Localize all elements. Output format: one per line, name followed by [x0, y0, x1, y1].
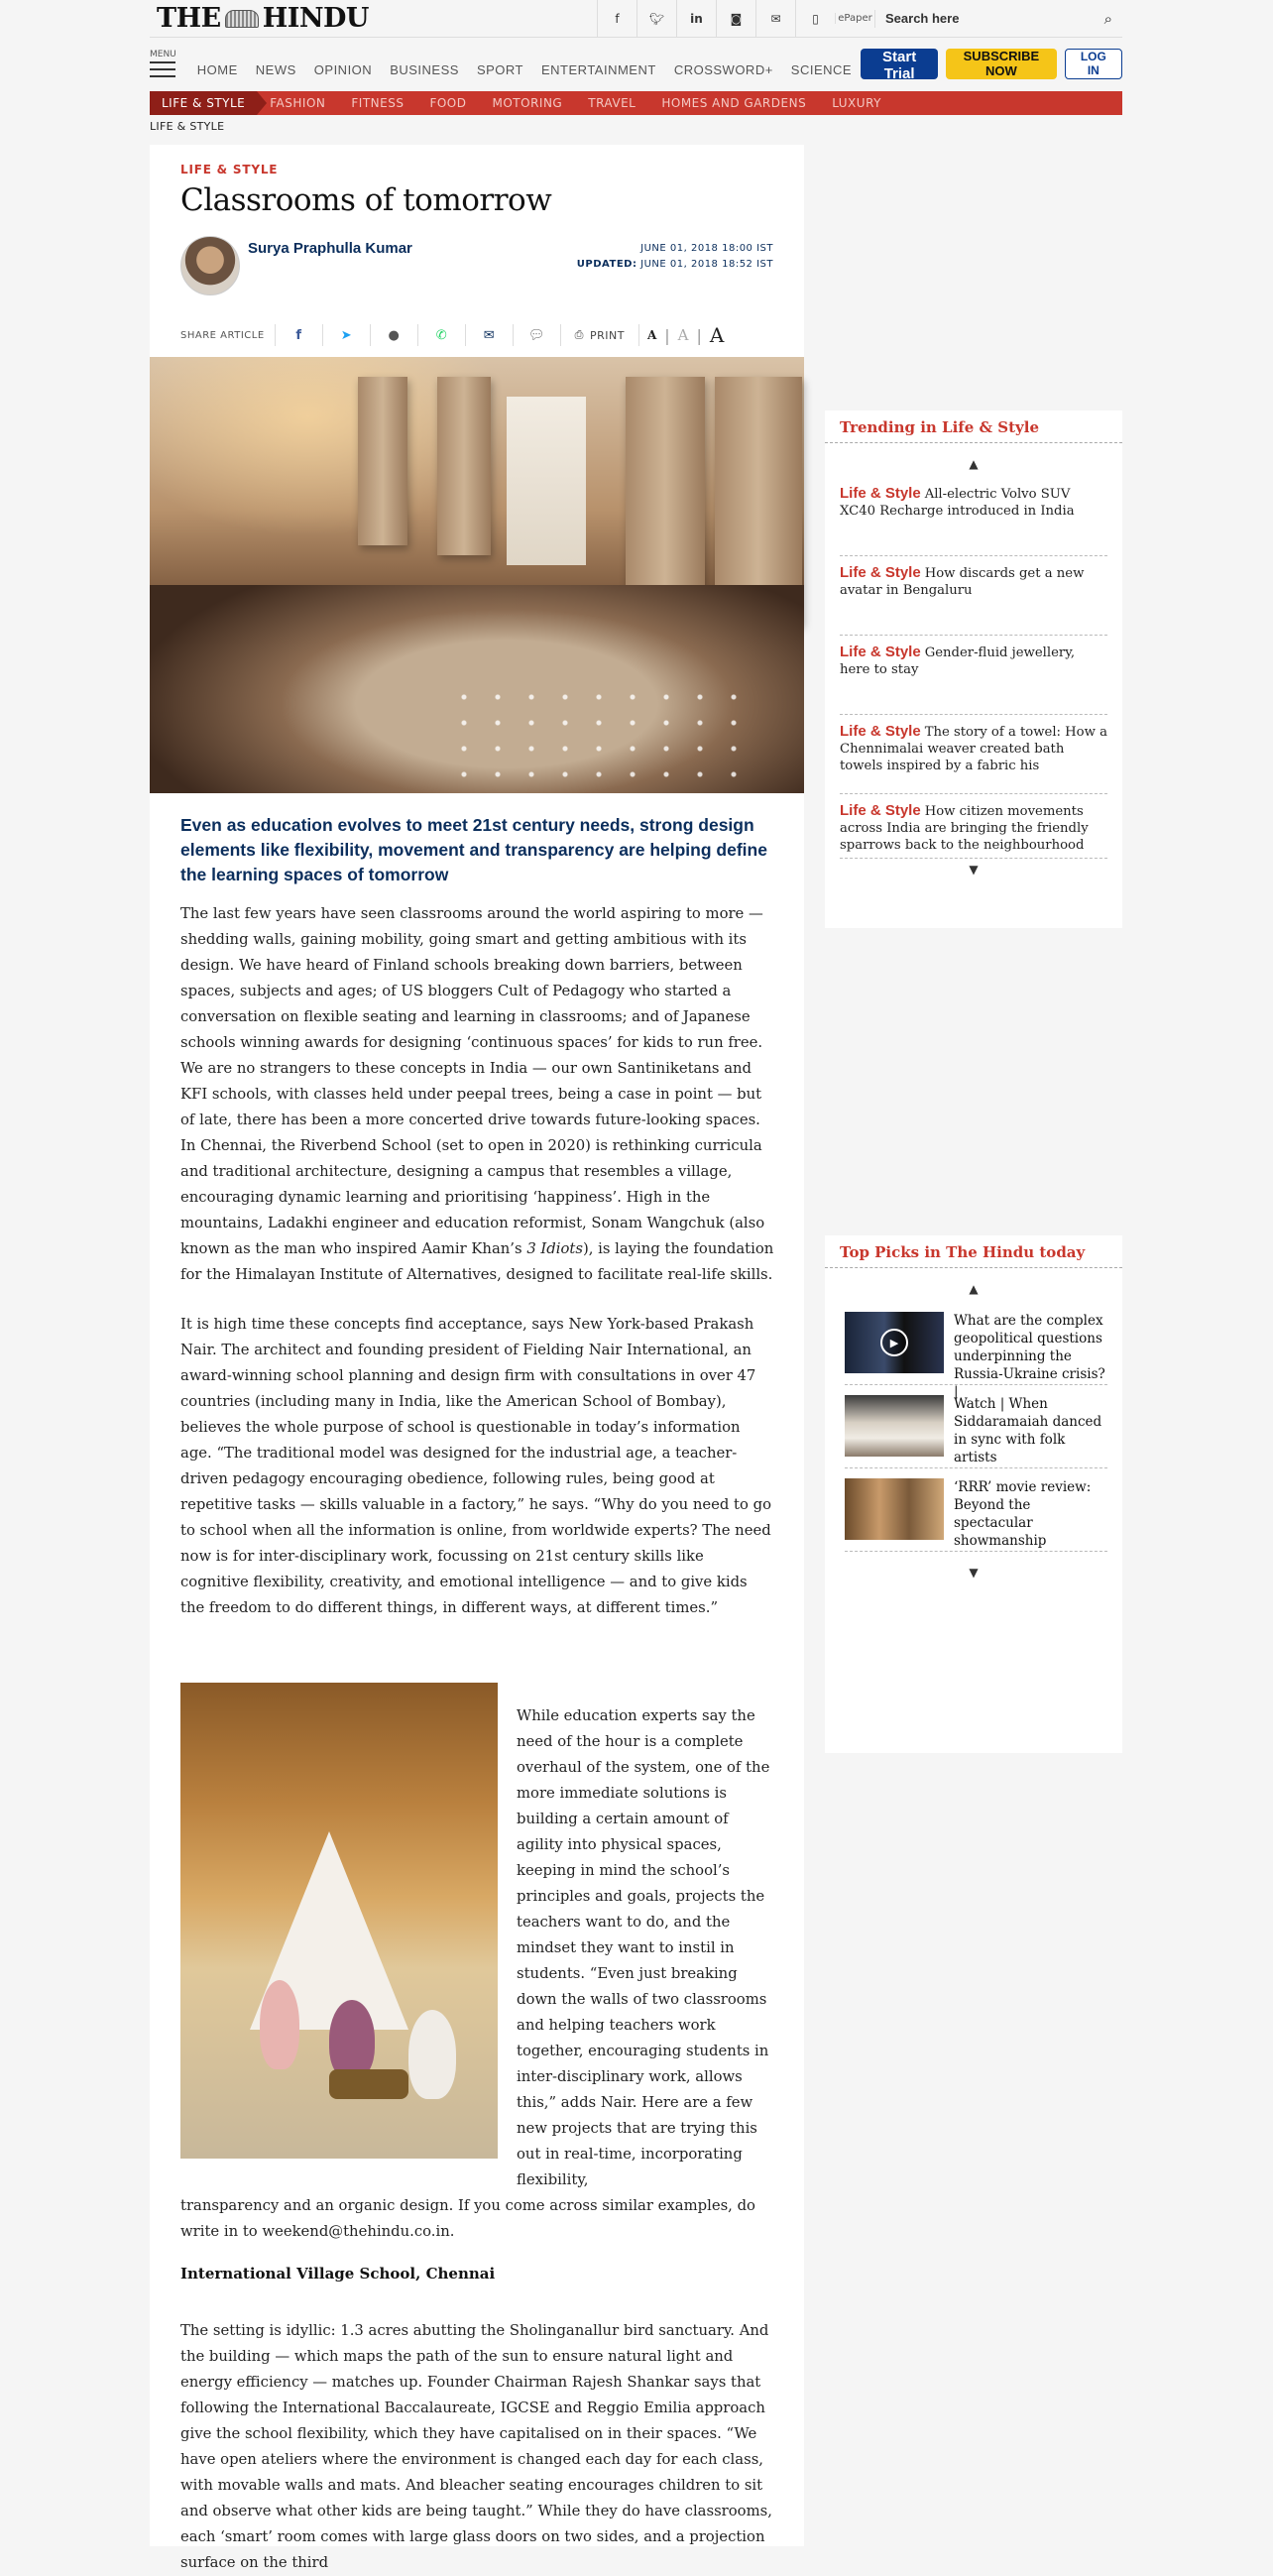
updated-label: UPDATED:	[576, 259, 637, 270]
print-label: PRINT	[589, 328, 625, 342]
paragraph-2: It is high time these concepts find acceptance, says New York-based Prakash Nair. The architect and founding president of Fielding Nair International, an award-winning school planning and design firm with consultations in over 47 countries (including many in India, like the American School of Bombay), believes the whole purpose of school is questionable in today’s information age. “The traditional model was designed for the industrial age, a teacher-driven pedagogy encouraging obedience, following rules, being good at repetitive tasks — skills valuable in a factory,” he says. “Why do you need to go to school when all the information is online, from worldwide experts? The need now is for inter-disciplinary work, focussing on 21st century skills like cognitive flexibility, creativity, and emotional intelligence — and to give kids the freedom to do different things, in different ways, at different times.”	[180, 1316, 772, 1616]
nav-links	[188, 51, 861, 77]
start-trial-button[interactable]: Start Trial	[861, 49, 938, 79]
article-dates	[577, 241, 773, 273]
updated-date: JUNE 01, 2018 18:52 IST	[640, 259, 773, 270]
hero-panel	[358, 377, 407, 545]
printer-icon: ⎙	[574, 328, 584, 341]
section-food[interactable]: FOOD	[429, 96, 467, 110]
paragraph-4: The setting is idyllic: 1.3 acres abutting the Sholinganallur bird sanctuary. And the building — which maps the path of the sun to ensure natural light and energy efficiency — matches up. Founder Chairman Rajesh Shankar says that following the International Baccalaureate, IGCSE and Reggio Emilia approach give the school flexibility, which they have capitalised on in their spaces. “We have open ateliers where the environment is changed each day for each class, with movable walls and mats. And bleacher seating encourages children to sit and observe what other kids are being taught.” While they do have classrooms, each ‘smart’ room comes with large glass doors on two sides, and a projection surface on the third	[180, 2322, 772, 2571]
nav-home[interactable]: HOME	[196, 61, 238, 77]
trending-title: Trending in Life & Style	[825, 410, 1122, 443]
item-text: Gender-fluid jewellery, here to stay	[840, 645, 1076, 677]
nav-sport[interactable]: SPORT	[476, 61, 523, 77]
thumbnail	[845, 1478, 944, 1540]
paragraph-1-text: The last few years have seen classrooms around the world aspiring to more — shedding walls, gaining mobility, going smart and getting ambitious with its design. We have heard of Finland schools breaking down barriers, between spaces, subjects and ages; of US bloggers Cult of Pedagogy who started a conversation on flexible seating and learning in classrooms; and of Japanese schools winning awards for designing ‘continuous spaces’ for kids to run free. We are no strangers to these concepts in India — our own Santiniketans and KFI schools, with classes held under peepal trees, being a case in point — but of late, there has been a more concerted drive towards future-looking spaces. In Chennai, the Riverbend School (set to open in 2020) is rethinking curricula and traditional architecture, designing a campus that resembles a village, encouraging dynamic learning and prioritising ‘happiness’. High in the mountains, Ladakhi engineer and education reformist, Sonam Wangchuk (also known as the man who inspired Aamir Khan’s	[180, 905, 765, 1257]
share-label: SHARE ARTICLE	[180, 329, 265, 341]
paragraph-3-continued: transparency and an organic design. If you come across similar examples, do write in to weekend@thehindu.co.in.	[180, 2197, 755, 2240]
item-tag: Life & Style	[840, 802, 921, 819]
item-tag: Life & Style	[840, 485, 921, 502]
list-item[interactable]	[840, 636, 1107, 715]
breadcrumb[interactable]: LIFE & STYLE	[150, 120, 225, 133]
item-tag: Life & Style	[840, 644, 921, 660]
hero-window	[507, 397, 586, 565]
font-divider: |	[696, 325, 702, 345]
item-tag: Life & Style	[840, 564, 921, 581]
list-item[interactable]	[845, 1385, 1107, 1468]
share-whatsapp-icon[interactable]: ✆	[417, 324, 465, 346]
section-luxury[interactable]: LUXURY	[832, 96, 881, 110]
item-text: The story of a towel: How a Chennimalai weaver created bath towels inspired by a fabric his	[840, 725, 1107, 773]
share-bar	[180, 321, 773, 349]
scroll-down-icon[interactable]: ▼	[840, 858, 1107, 882]
linkedin-icon[interactable]: in	[676, 0, 716, 38]
top-picks-title: Top Picks in The Hindu today	[825, 1235, 1122, 1268]
hero-image	[150, 357, 804, 793]
share-mail-icon[interactable]: ✉	[465, 324, 513, 346]
list-item[interactable]	[840, 715, 1107, 794]
author-name[interactable]: Surya Praphulla Kumar	[248, 240, 412, 257]
nav-opinion[interactable]: OPINION	[313, 61, 373, 77]
hero-panel	[626, 377, 705, 605]
share-reddit-icon[interactable]: ●	[370, 324, 417, 346]
font-size-large[interactable]: A	[709, 323, 725, 347]
paragraph-1	[180, 901, 775, 1288]
paragraph-3: While education experts say the need of the hour is a complete overhaul of the system, one of the more immediate solutions is building a certain amount of agility into physical spaces, keeping in mind the school’s principles and goals, projects the teachers want to do, and the mindset they want to instil in students. “Even just breaking down the walls of two classrooms and helping teachers work together, encouraging students in inter-disciplinary work, allows this,” adds Nair. Here are a few new projects that are trying this out in real-time, incorporating flexibility,	[517, 1707, 770, 2188]
thumbnail	[845, 1395, 944, 1457]
avatar	[180, 236, 240, 295]
top-picks-box	[825, 1235, 1122, 1753]
list-item[interactable]	[845, 1468, 1107, 1552]
mobile-icon[interactable]: ▯	[795, 0, 835, 38]
top-bar	[150, 0, 1122, 38]
logo-text-the: THE	[157, 3, 221, 34]
logo-text-hindu: HINDU	[262, 3, 369, 34]
child-figure	[260, 1980, 299, 2069]
nav-science[interactable]: SCIENCE	[790, 61, 853, 77]
basket-shape	[329, 2069, 408, 2099]
subheading: International Village School, Chennai	[180, 2265, 496, 2283]
paragraph-1-end: ), is laying the foundation for the Himalayan Institute of Alternatives, designed to facilitate real-life skills.	[180, 1240, 774, 1283]
nav-crossword[interactable]: CROSSWORD+	[673, 61, 773, 77]
standfirst: Even as education evolves to meet 21st century needs, strong design elements like flexibility, movement and transparency are helping define the learning spaces of tomorrow	[180, 815, 767, 884]
share-twitter-icon[interactable]: ➤	[322, 324, 370, 346]
share-facebook-icon[interactable]: f	[275, 324, 322, 346]
child-figure	[408, 2010, 456, 2099]
login-button[interactable]: LOG IN	[1065, 49, 1122, 79]
font-size-small[interactable]: A	[646, 328, 657, 342]
section-homes-gardens[interactable]: HOMES AND GARDENS	[661, 96, 807, 110]
instagram-icon[interactable]: ◙	[716, 0, 755, 38]
twitter-icon[interactable]: 🐦︎	[636, 0, 676, 38]
hero-panel	[437, 377, 491, 555]
section-bar	[150, 91, 1122, 115]
scroll-up-icon[interactable]: ▲	[969, 1282, 979, 1296]
subscribe-button[interactable]: SUBSCRIBE NOW	[946, 49, 1057, 79]
list-item[interactable]	[840, 556, 1107, 636]
facebook-icon[interactable]: f	[597, 0, 636, 38]
item-text: How citizen movements across India are bringing the friendly sparrows back to the neighbourhood	[840, 804, 1089, 853]
comment-icon[interactable]: 💬︎	[513, 324, 560, 346]
mail-icon[interactable]: ✉	[755, 0, 795, 38]
item-text: ‘RRR’ movie review: Beyond the spectacular showmanship	[954, 1479, 1092, 1549]
emblem-icon	[225, 10, 259, 28]
section-travel[interactable]: TRAVEL	[588, 96, 636, 110]
page-title: Classrooms of tomorrow	[180, 182, 552, 218]
item-text: How discards get a new avatar in Bengaluru	[840, 566, 1085, 598]
font-divider: |	[664, 325, 670, 345]
section-fitness[interactable]: FITNESS	[351, 96, 405, 110]
trending-box	[825, 410, 1122, 928]
section-active[interactable]: LIFE & STYLE	[150, 91, 257, 115]
list-item[interactable]	[840, 477, 1107, 556]
social-links	[597, 0, 835, 38]
updated-row	[577, 257, 773, 273]
child-figure	[329, 2000, 375, 2079]
play-icon[interactable]: ▶	[880, 1329, 908, 1356]
item-tag: Life & Style	[840, 723, 921, 740]
paragraph-1-italic: 3 Idiots	[526, 1240, 583, 1257]
scroll-up-icon[interactable]: ▲	[969, 457, 979, 471]
print-button[interactable]	[560, 324, 639, 346]
section-motoring[interactable]: MOTORING	[492, 96, 563, 110]
section-fashion[interactable]: FASHION	[270, 96, 326, 110]
item-text: All-electric Volvo SUV XC40 Recharge introduced in India	[840, 487, 1075, 519]
scroll-down-icon[interactable]: ▼	[969, 1566, 979, 1580]
search-box	[874, 10, 1122, 28]
inline-image-tent	[180, 1683, 498, 2159]
thumbnail	[845, 1312, 944, 1373]
article	[150, 145, 804, 2571]
hamburger-icon	[150, 61, 175, 77]
item-text: What are the complex geopolitical questions underpinning the Russia-Ukraine crisis? |	[954, 1313, 1105, 1400]
main-nav	[150, 40, 1122, 87]
epaper-link[interactable]: ePaper	[835, 13, 874, 24]
search-input[interactable]	[885, 11, 1104, 26]
menu-label: MENU	[150, 50, 176, 59]
list-item[interactable]	[845, 1302, 1107, 1400]
font-size-medium[interactable]: A	[677, 326, 689, 344]
list-item[interactable]	[840, 794, 1107, 858]
published-date: JUNE 01, 2018 18:00 IST	[640, 243, 773, 254]
item-text: Watch | When Siddaramaiah danced in sync with folk artists	[954, 1396, 1102, 1465]
nav-news[interactable]: NEWS	[255, 61, 296, 77]
nav-entertainment[interactable]: ENTERTAINMENT	[541, 61, 656, 77]
search-icon[interactable]: ⌕	[1103, 9, 1112, 28]
nav-business[interactable]: BUSINESS	[390, 61, 459, 77]
menu-button[interactable]	[150, 50, 176, 77]
hero-fairy-lights	[447, 684, 764, 783]
article-kicker[interactable]: LIFE & STYLE	[180, 163, 279, 176]
site-logo[interactable]	[150, 3, 369, 34]
nav-buttons	[861, 48, 1122, 82]
